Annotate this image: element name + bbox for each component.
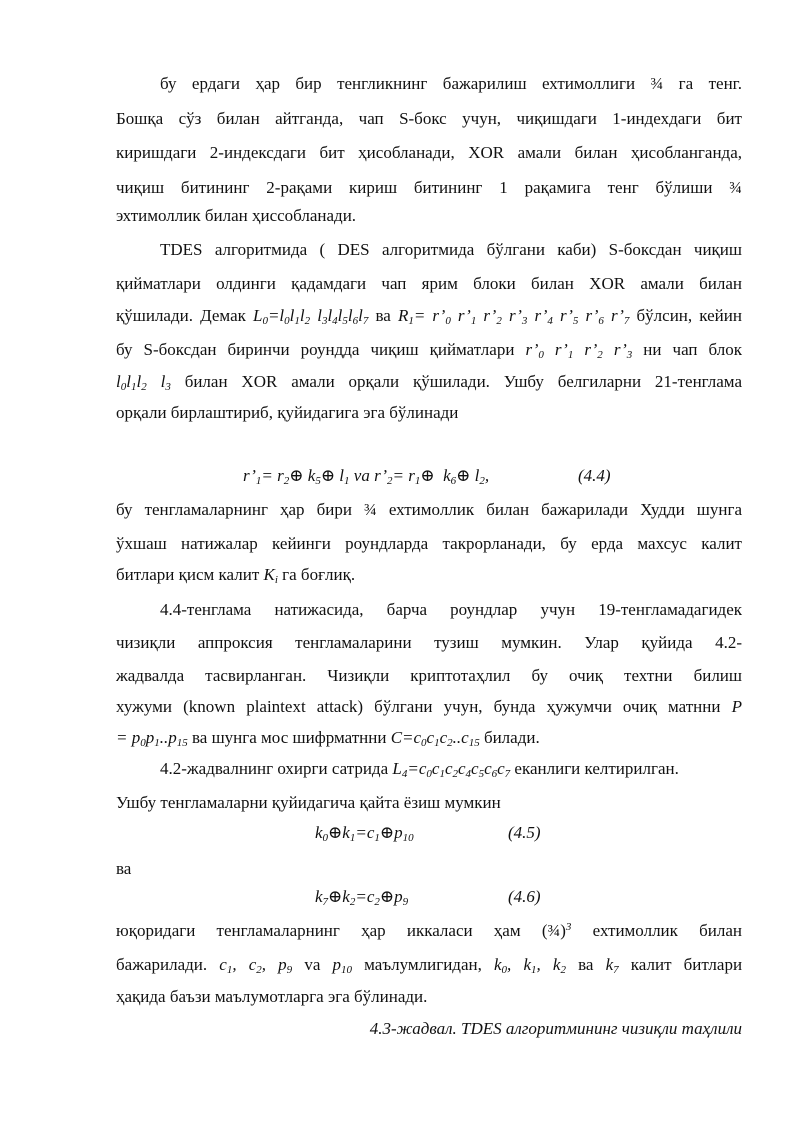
paragraph-5-line-1: 4.2-жадвалнинг охирги сатрида $L_4=c_0c_1c_2c_4c_5c_6c_7$ еканлиги келтирилган. [160,759,679,780]
table-caption: 4.3-жадвал. TDES алгоритмининг чизиқли таҳлили [369,1019,742,1038]
paragraph-6-line-1: юқоридаги тенгламаларнинг ҳар иккаласи ҳам (¾)$^3$ ехтимоллик билан [116,921,742,940]
paragraph-2-line-4: бу S-боксдан биринчи роундда чиқиш қийматлари $r’_0$ $r’_1$ $r’_2$ $r’_3$ ни чап блок [116,340,742,361]
paragraph-1-line-2: Бошқа сўз билан айтганда, чап S-бокс учун, чиқишдаги 1-индехдаги бит [116,109,742,128]
paragraph-1-line-4: чиқиш битининг 2-рақами кириш битининг 1 рақамига тенг бўлиши ¾ [116,178,742,197]
equation-4-6: $k_7\oplus k_2=c_2\oplus p_9$ [315,887,409,908]
paragraph-3-line-1: бу тенгламаларнинг ҳар бири ¾ ехтимоллик билан бажарилади Худди шунга [116,500,742,519]
paragraph-4-line-4: хужуми (known plaintext attack) бўлгани учун, бунда ҳужумчи очиқ матнни P [116,697,742,716]
paragraph-2-line-1: TDES алгоритмида ( DES алгоритмида бўлгани каби) S-боксдан чиқиш [160,240,742,259]
equation-4-5: $k_0\oplus k_1=c_1\oplus p_{10}$ [315,823,414,844]
paragraph-2-line-6: орқали бирлаштириб, қуйидагига эга бўлинади [116,403,459,422]
paragraph-5-line-2: Ушбу тенгламаларни қуйидагича қайта ёзиш мумкин [116,793,501,812]
equation-4-5-number: (4.5) [508,823,541,842]
conjunction-va: ва [116,859,132,878]
paragraph-6-line-3: ҳақида баъзи маълумотларга эга бўлинади. [116,987,428,1006]
equation-4-4-number: (4.4) [578,466,611,485]
paragraph-4-line-2: чизиқли аппроксия тенгламаларини тузиш мумкин. Улар қуйида 4.2- [116,633,742,652]
equation-4-6-number: (4.6) [508,887,541,906]
paragraph-1-line-5: эхтимоллик билан ҳиссобланади. [116,206,357,225]
paragraph-1-line-1: бу ердаги ҳар бир тенгликнинг бажарилиш ехтимоллиги ¾ га тенг. [160,74,742,93]
paragraph-4-line-3: жадвалда тасвирланган. Чизиқли криптотаҳлил бу очиқ техтни билиш [116,666,742,685]
paragraph-4-line-5: = $p_0p_1..p_{15}$ ва шунга мос шифрматнни $C=c_0c_1c_2..c_{15}$ билади. [116,728,540,749]
paragraph-2-line-3: қўшилади. Демак $L_0=l_0l_1l_2$ $l_3l_4l_5l_6l_7$ ва $R_1=$ $r’_0$ $r’_1$ $r’_2$ $r’_3$ $r’_4$ $r’_5$ $r’_6$ $r’_7$ бўлсин, кейин [116,306,742,327]
paragraph-6-line-2: бажарилади. $c_1$, $c_2$, $p_9$ va $p_{10}$ маълумлигидан, $k_0$, $k_1$, $k_2$ ва $k_7$ калит битлари [116,955,743,976]
paragraph-3-line-2: ўхшаш натижалар кейинги роундларда такрорланади, бу ерда махсус калит [116,534,742,553]
paragraph-2-line-5: $l_0l_1l_2$ $l_3$ билан XOR амали орқали қўшилади. Ушбу белгиларни 21-тенглама [116,372,742,393]
paragraph-3-line-3: битлари қисм калит $K_i$ га боғлиқ. [116,565,356,586]
paragraph-2-line-2: қийматлари олдинги қадамдаги чап ярим блоки билан XOR амали билан [116,274,742,293]
paragraph-1-line-3: киришдаги 2-индексдаги бит ҳисобланади, XOR амали билан ҳисобланганда, [116,143,742,162]
paragraph-4-line-1: 4.4-тенглама натижасида, барча роундлар учун 19-тенгламадагидек [160,600,742,619]
equation-4-4: $r’_1=$ $r_2\oplus$ $k_5\oplus$ $l_1$ va $r’_2=$ $r_1\oplus$ $k_6\oplus$ $l_2$, [243,466,490,487]
